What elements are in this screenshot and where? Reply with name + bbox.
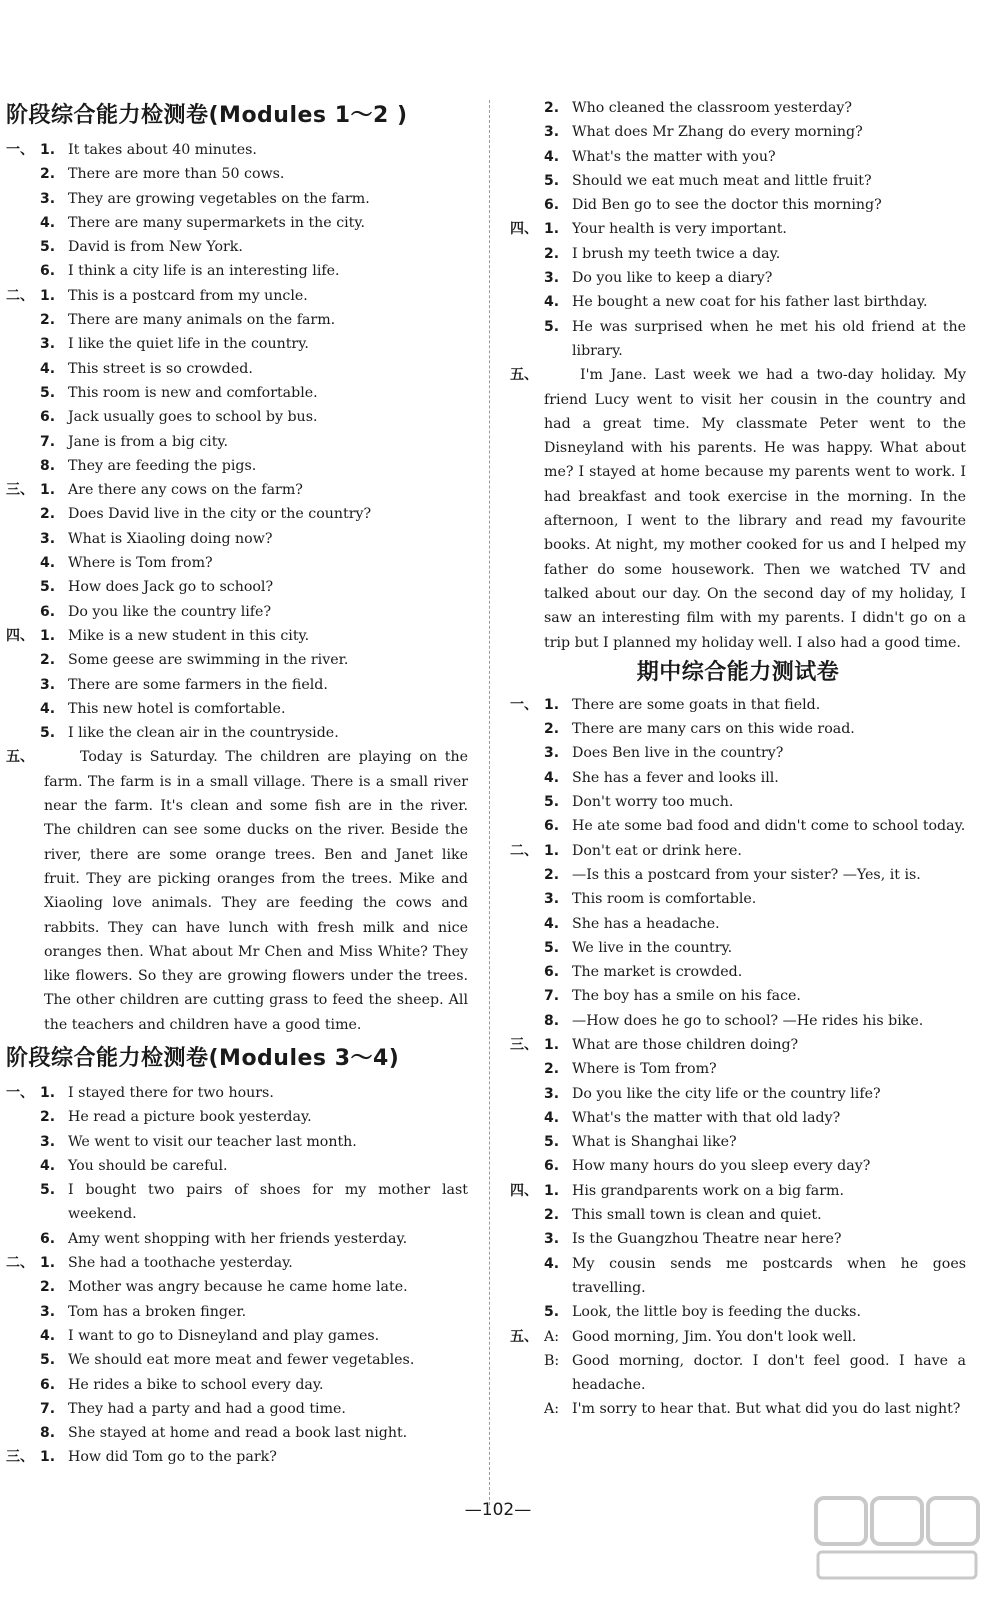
item-number: 6. (40, 263, 56, 280)
item-number: 4. (544, 769, 560, 786)
item-number: 7. (544, 988, 560, 1005)
answer-item (6, 284, 468, 308)
answer-item (510, 1009, 966, 1033)
item-number: 1. (40, 1255, 56, 1272)
answer-item (6, 162, 468, 186)
item-number: 5. (544, 794, 560, 811)
item-number: 2. (40, 652, 56, 669)
item-number: 4. (544, 1255, 560, 1272)
answer-text: Who cleaned the classroom yesterday? (572, 100, 853, 116)
answer-text: I want to go to Disneyland and play games. (68, 1327, 380, 1344)
item-number: 1. (544, 842, 560, 859)
answer-text: He bought a new coat for his father last birthday. (572, 294, 928, 311)
answer-item (510, 790, 966, 814)
answer-text: This room is comfortable. (572, 891, 757, 908)
section-marker: 一、 (6, 1084, 34, 1101)
passage-modules-1-2 (6, 745, 468, 1037)
answer-text: How does Jack go to school? (68, 579, 274, 596)
answer-text: They had a party and had a good time. (68, 1400, 346, 1417)
item-number: 6. (40, 1376, 56, 1393)
answer-text: Are there any cows on the farm? (68, 482, 303, 499)
right-column (510, 96, 966, 1422)
answer-text: We went to visit our teacher last month. (68, 1133, 357, 1150)
item-number: 2. (40, 166, 56, 183)
item-number: 4. (40, 1327, 56, 1344)
answer-text: Jane is from a big city. (68, 433, 229, 450)
section-marker: 四、 (510, 221, 538, 238)
passage-text: I'm Jane. Last week we had a two-day holiday. My friend Lucy went to visit her cousin in the country and had a great time. My classmate Peter went to the Disneyland with his parents. He was happy. What about me? I stayed at home because my parents went to work. I had breakfast and took exercise in the morning. In the afternoon, I went to the library and read my favourite books. At night, my mother cooked for us and I helped my father do some housework. Then we watched TV and talked about our day. On the second day of my holiday, I saw an interesting film with my parents. I didn't go on a trip but I planned my holiday well. I also had a good time. (544, 367, 966, 651)
answer-item (510, 96, 966, 120)
item-number: 6. (40, 1230, 56, 1247)
item-number: 3. (544, 891, 560, 908)
section-title-modules-3-4: 阶段综合能力检测卷(Modules 3～4) (6, 1045, 400, 1071)
answer-item (510, 1130, 966, 1154)
dialogue-text: Good morning, Jim. You don't look well. (572, 1328, 857, 1345)
answer-item (510, 145, 966, 169)
item-number: 2. (40, 506, 56, 523)
answer-text: She has a fever and looks ill. (572, 769, 779, 786)
answer-text: Does Ben live in the country? (572, 745, 784, 762)
section-title-midterm: 期中综合能力测试卷 (636, 659, 840, 685)
answer-text: What is Shanghai like? (572, 1134, 737, 1151)
watermark-logo (812, 1492, 982, 1582)
item-number: 5. (544, 1304, 560, 1321)
answer-text: There are more than 50 cows. (68, 166, 285, 183)
answer-item (6, 381, 468, 405)
answer-item (510, 290, 966, 314)
answer-text: They are feeding the pigs. (68, 457, 257, 474)
answer-item (6, 721, 468, 745)
answer-item (6, 600, 468, 624)
item-number: 2. (40, 1279, 56, 1296)
answer-item (510, 717, 966, 741)
left-column (6, 92, 468, 1470)
answer-item (6, 1348, 468, 1372)
item-number: 5. (544, 1134, 560, 1151)
item-number: 6. (40, 409, 56, 426)
answer-text: Look, the little boy is feeding the ducks. (572, 1304, 861, 1321)
answer-item (510, 693, 966, 717)
item-number: 3. (40, 336, 56, 353)
answer-text: She had a toothache yesterday. (68, 1255, 293, 1272)
answer-text: Mother was angry because he came home late. (68, 1279, 408, 1296)
answer-text: His grandparents work on a big farm. (572, 1182, 844, 1199)
passage-text: Today is Saturday. The children are playing on the farm. The farm is in a small village. There is a small river near the farm. It's clean and some fish are in the river. The children can see some ducks on the river. Beside the river, there are some orange trees. Ben and Janet like fruit. They are picking oranges from the trees. Mike and Xiaoling love animals. They are feeding the cows and rabbits. They can have lunch with fresh milk and nice oranges then. What about Mr Chen and Miss White? They like flowers. So they are growing flowers under the trees. The other children are cutting grass to feed the sheep. All the teachers and children have a good time. (44, 749, 468, 1033)
answer-text: I brush my teeth twice a day. (572, 245, 781, 262)
answer-item (510, 912, 966, 936)
answer-text: —Is this a postcard from your sister? —Yes, it is. (572, 866, 921, 883)
item-number: 2. (40, 312, 56, 329)
answer-item (510, 169, 966, 193)
answer-item (6, 332, 468, 356)
answer-item (510, 242, 966, 266)
item-number: 1. (40, 287, 56, 304)
answer-text: We live in the country. (572, 939, 733, 956)
item-number: 6. (544, 964, 560, 981)
answer-item (510, 1106, 966, 1130)
answer-text: Do you like to keep a diary? (572, 270, 773, 287)
item-number: 1. (544, 1182, 560, 1199)
section-marker: 四、 (510, 1182, 538, 1199)
speaker-label: A: (544, 1401, 560, 1418)
answer-list-midterm (510, 693, 966, 1325)
answer-text: What does Mr Zhang do every morning? (572, 124, 863, 141)
answer-text: Where is Tom from? (572, 1061, 717, 1078)
answer-item (510, 887, 966, 911)
answer-item (6, 1421, 468, 1445)
answer-text: Should we eat much meat and little fruit? (572, 172, 872, 189)
answer-text: The boy has a smile on his face. (572, 988, 801, 1005)
answer-text: How many hours do you sleep every day? (572, 1158, 871, 1175)
item-number: 4. (544, 915, 560, 932)
passage-continued (510, 363, 966, 655)
answer-text: It takes about 40 minutes. (68, 142, 257, 158)
answer-text: Do you like the city life or the country life? (572, 1085, 881, 1102)
answer-item (510, 1252, 966, 1301)
answer-item (6, 551, 468, 575)
answer-text: He ate some bad food and didn't come to school today. (572, 818, 966, 835)
item-number: 3. (544, 1231, 560, 1248)
answer-text: We should eat more meat and fewer vegetables. (68, 1352, 415, 1369)
answer-item (6, 1178, 468, 1227)
section-marker: 三、 (6, 482, 34, 499)
item-number: 3. (544, 270, 560, 287)
answer-text: Mike is a new student in this city. (68, 627, 310, 644)
answer-item (510, 814, 966, 838)
answer-text: Amy went shopping with her friends yesterday. (68, 1230, 408, 1247)
answer-item (510, 839, 966, 863)
answer-item (510, 766, 966, 790)
column-divider (489, 100, 490, 1505)
answer-text: I like the clean air in the countryside. (68, 725, 339, 742)
item-number: 4. (40, 1157, 56, 1174)
item-number: 5. (40, 1182, 56, 1199)
answer-text: Is the Guangzhou Theatre near here? (572, 1231, 842, 1248)
section-marker: 三、 (6, 1449, 34, 1466)
answer-text: Don't worry too much. (572, 794, 734, 811)
answer-item (510, 1179, 966, 1203)
item-number: 6. (544, 197, 560, 214)
answer-item (6, 1324, 468, 1348)
answer-text: Tom has a broken finger. (68, 1303, 247, 1320)
answer-text: What's the matter with you? (572, 148, 776, 165)
item-number: 3. (40, 190, 56, 207)
section-marker: 二、 (6, 287, 34, 304)
item-number: 5. (544, 318, 560, 335)
item-number: 3. (544, 745, 560, 762)
answer-text: There are some goats in that field. (572, 696, 821, 713)
answer-item (6, 478, 468, 502)
answer-text: Where is Tom from? (68, 555, 213, 572)
answer-text: What are those children doing? (572, 1036, 799, 1053)
answer-item (510, 960, 966, 984)
item-number: 4. (544, 148, 560, 165)
answer-text: She stayed at home and read a book last night. (68, 1425, 408, 1442)
item-number: 3. (40, 530, 56, 547)
answer-item (510, 1227, 966, 1251)
item-number: 3. (544, 124, 560, 141)
answer-item (6, 138, 468, 162)
answer-item (6, 405, 468, 429)
item-number: 8. (544, 1012, 560, 1029)
answer-item (6, 1445, 468, 1469)
dialogue-line (510, 1325, 966, 1349)
answer-text: —How does he go to school? —He rides his bike. (572, 1012, 924, 1029)
item-number: 3. (544, 1085, 560, 1102)
item-number: 5. (40, 579, 56, 596)
answer-text: There are many animals on the farm. (68, 312, 336, 329)
item-number: 1. (40, 627, 56, 644)
answer-item (510, 1154, 966, 1178)
answer-text: The market is crowded. (572, 964, 743, 981)
answer-item (510, 1203, 966, 1227)
answer-list-continued (510, 96, 966, 363)
answer-item (6, 454, 468, 478)
item-number: 8. (40, 457, 56, 474)
answer-item (6, 430, 468, 454)
answer-item (510, 741, 966, 765)
answer-text: Don't eat or drink here. (572, 842, 742, 859)
answer-text: My cousin sends me postcards when he goes travelling. (572, 1255, 966, 1296)
item-number: 5. (40, 384, 56, 401)
answer-item (6, 527, 468, 551)
section-marker: 五、 (6, 749, 34, 766)
item-number: 4. (40, 700, 56, 717)
item-number: 6. (40, 603, 56, 620)
item-number: 1. (40, 1084, 56, 1101)
answer-item (510, 266, 966, 290)
answer-text: Did Ben go to see the doctor this morning? (572, 197, 882, 214)
answer-text: Your health is very important. (572, 221, 787, 238)
item-number: 2. (544, 866, 560, 883)
page-number: —102— (464, 1500, 532, 1520)
answer-text: Jack usually goes to school by bus. (68, 409, 318, 426)
item-number: 3. (40, 1133, 56, 1150)
answer-text: I bought two pairs of shoes for my mother last weekend. (68, 1182, 468, 1223)
answer-text: This new hotel is comfortable. (68, 700, 286, 717)
answer-item (6, 211, 468, 235)
item-number: 4. (40, 555, 56, 572)
answer-item (6, 308, 468, 332)
dialogue-line (510, 1349, 966, 1398)
answer-item (510, 1033, 966, 1057)
section-marker: 二、 (6, 1255, 34, 1272)
answer-item (6, 648, 468, 672)
item-number: 4. (544, 294, 560, 311)
item-number: 1. (544, 1036, 560, 1053)
answer-text: This street is so crowded. (68, 360, 253, 377)
item-number: 7. (40, 1400, 56, 1417)
answer-item (6, 1251, 468, 1275)
answer-item (6, 1081, 468, 1105)
item-number: 1. (544, 221, 560, 238)
answer-item (510, 984, 966, 1008)
section-marker: 五、 (510, 367, 538, 384)
item-number: 5. (544, 172, 560, 189)
answer-item (6, 235, 468, 259)
section-marker: 一、 (510, 696, 538, 713)
item-number: 8. (40, 1425, 56, 1442)
answer-text: This is a postcard from my uncle. (68, 287, 308, 304)
item-number: 3. (40, 1303, 56, 1320)
answer-item (510, 936, 966, 960)
item-number: 1. (40, 482, 56, 499)
answer-item (510, 863, 966, 887)
answer-text: He rides a bike to school every day. (68, 1376, 324, 1393)
item-number: 2. (544, 1061, 560, 1078)
item-number: 2. (544, 721, 560, 738)
answer-item (6, 357, 468, 381)
answer-text: He was surprised when he met his old friend at the library. (572, 318, 966, 359)
answer-text: There are many supermarkets in the city. (68, 214, 366, 231)
item-number: 4. (40, 214, 56, 231)
answer-text: Does David live in the city or the country? (68, 506, 372, 523)
dialogue-midterm (510, 1325, 966, 1422)
answer-item (510, 120, 966, 144)
answer-text: They are growing vegetables on the farm. (68, 190, 370, 207)
item-number: 5. (40, 1352, 56, 1369)
answer-item (6, 1105, 468, 1129)
item-number: 3. (40, 676, 56, 693)
answer-item (510, 193, 966, 217)
answer-item (6, 673, 468, 697)
answer-item (6, 259, 468, 283)
answer-item (6, 502, 468, 526)
answer-list-modules-3-4 (6, 1081, 468, 1470)
answer-item (510, 1057, 966, 1081)
answer-item (6, 1154, 468, 1178)
section-marker: 四、 (6, 627, 34, 644)
item-number: 2. (544, 100, 560, 116)
answer-text: There are many cars on this wide road. (572, 721, 855, 738)
answer-item (510, 217, 966, 241)
answer-text: What is Xiaoling doing now? (68, 530, 273, 547)
section-marker: 三、 (510, 1036, 538, 1053)
section-marker: 一、 (6, 142, 34, 158)
answer-item (6, 624, 468, 648)
dialogue-text: I'm sorry to hear that. But what did you do last night? (572, 1401, 961, 1418)
answer-text: She has a headache. (572, 915, 720, 932)
answer-text: He read a picture book yesterday. (68, 1109, 312, 1126)
item-number: 1. (40, 142, 56, 158)
answer-text: I like the quiet life in the country. (68, 336, 309, 353)
item-number: 1. (40, 1449, 56, 1466)
answer-item (6, 575, 468, 599)
dialogue-text: Good morning, doctor. I don't feel good. I have a headache. (572, 1352, 966, 1394)
answer-text: You should be careful. (68, 1157, 228, 1174)
section-marker: 五、 (510, 1328, 538, 1345)
item-number: 4. (40, 360, 56, 377)
answer-item (510, 315, 966, 364)
answer-item (6, 1300, 468, 1324)
answer-text: Some geese are swimming in the river. (68, 652, 349, 669)
answer-text: There are some farmers in the field. (68, 676, 328, 693)
answer-item (6, 697, 468, 721)
answer-item (6, 1275, 468, 1299)
item-number: 2. (544, 245, 560, 262)
speaker-label: A: (544, 1328, 560, 1345)
answer-text: What's the matter with that old lady? (572, 1109, 841, 1126)
answer-item (6, 187, 468, 211)
answer-text: This room is new and comfortable. (68, 384, 318, 401)
answer-text: How did Tom go to the park? (68, 1449, 277, 1466)
answer-text: This small town is clean and quiet. (572, 1207, 822, 1224)
item-number: 2. (544, 1207, 560, 1224)
answer-item (6, 1227, 468, 1251)
answer-item (510, 1082, 966, 1106)
answer-item (510, 1300, 966, 1324)
answer-item (6, 1373, 468, 1397)
item-number: 6. (544, 1158, 560, 1175)
answer-list-modules-1-2 (6, 138, 468, 745)
item-number: 5. (40, 239, 56, 256)
section-title-modules-1-2: 阶段综合能力检测卷(Modules 1～2 ) (6, 103, 408, 128)
answer-text: I stayed there for two hours. (68, 1084, 274, 1101)
item-number: 1. (544, 696, 560, 713)
answer-text: David is from New York. (68, 239, 243, 256)
answer-item (6, 1397, 468, 1421)
answer-text: I think a city life is an interesting life. (68, 263, 340, 280)
answer-item (6, 1130, 468, 1154)
item-number: 2. (40, 1109, 56, 1126)
speaker-label: B: (544, 1352, 560, 1369)
item-number: 4. (544, 1109, 560, 1126)
section-marker: 二、 (510, 842, 538, 859)
item-number: 6. (544, 818, 560, 835)
dialogue-line (510, 1397, 966, 1421)
answer-text: Do you like the country life? (68, 603, 272, 620)
item-number: 7. (40, 433, 56, 450)
item-number: 5. (40, 725, 56, 742)
item-number: 5. (544, 939, 560, 956)
